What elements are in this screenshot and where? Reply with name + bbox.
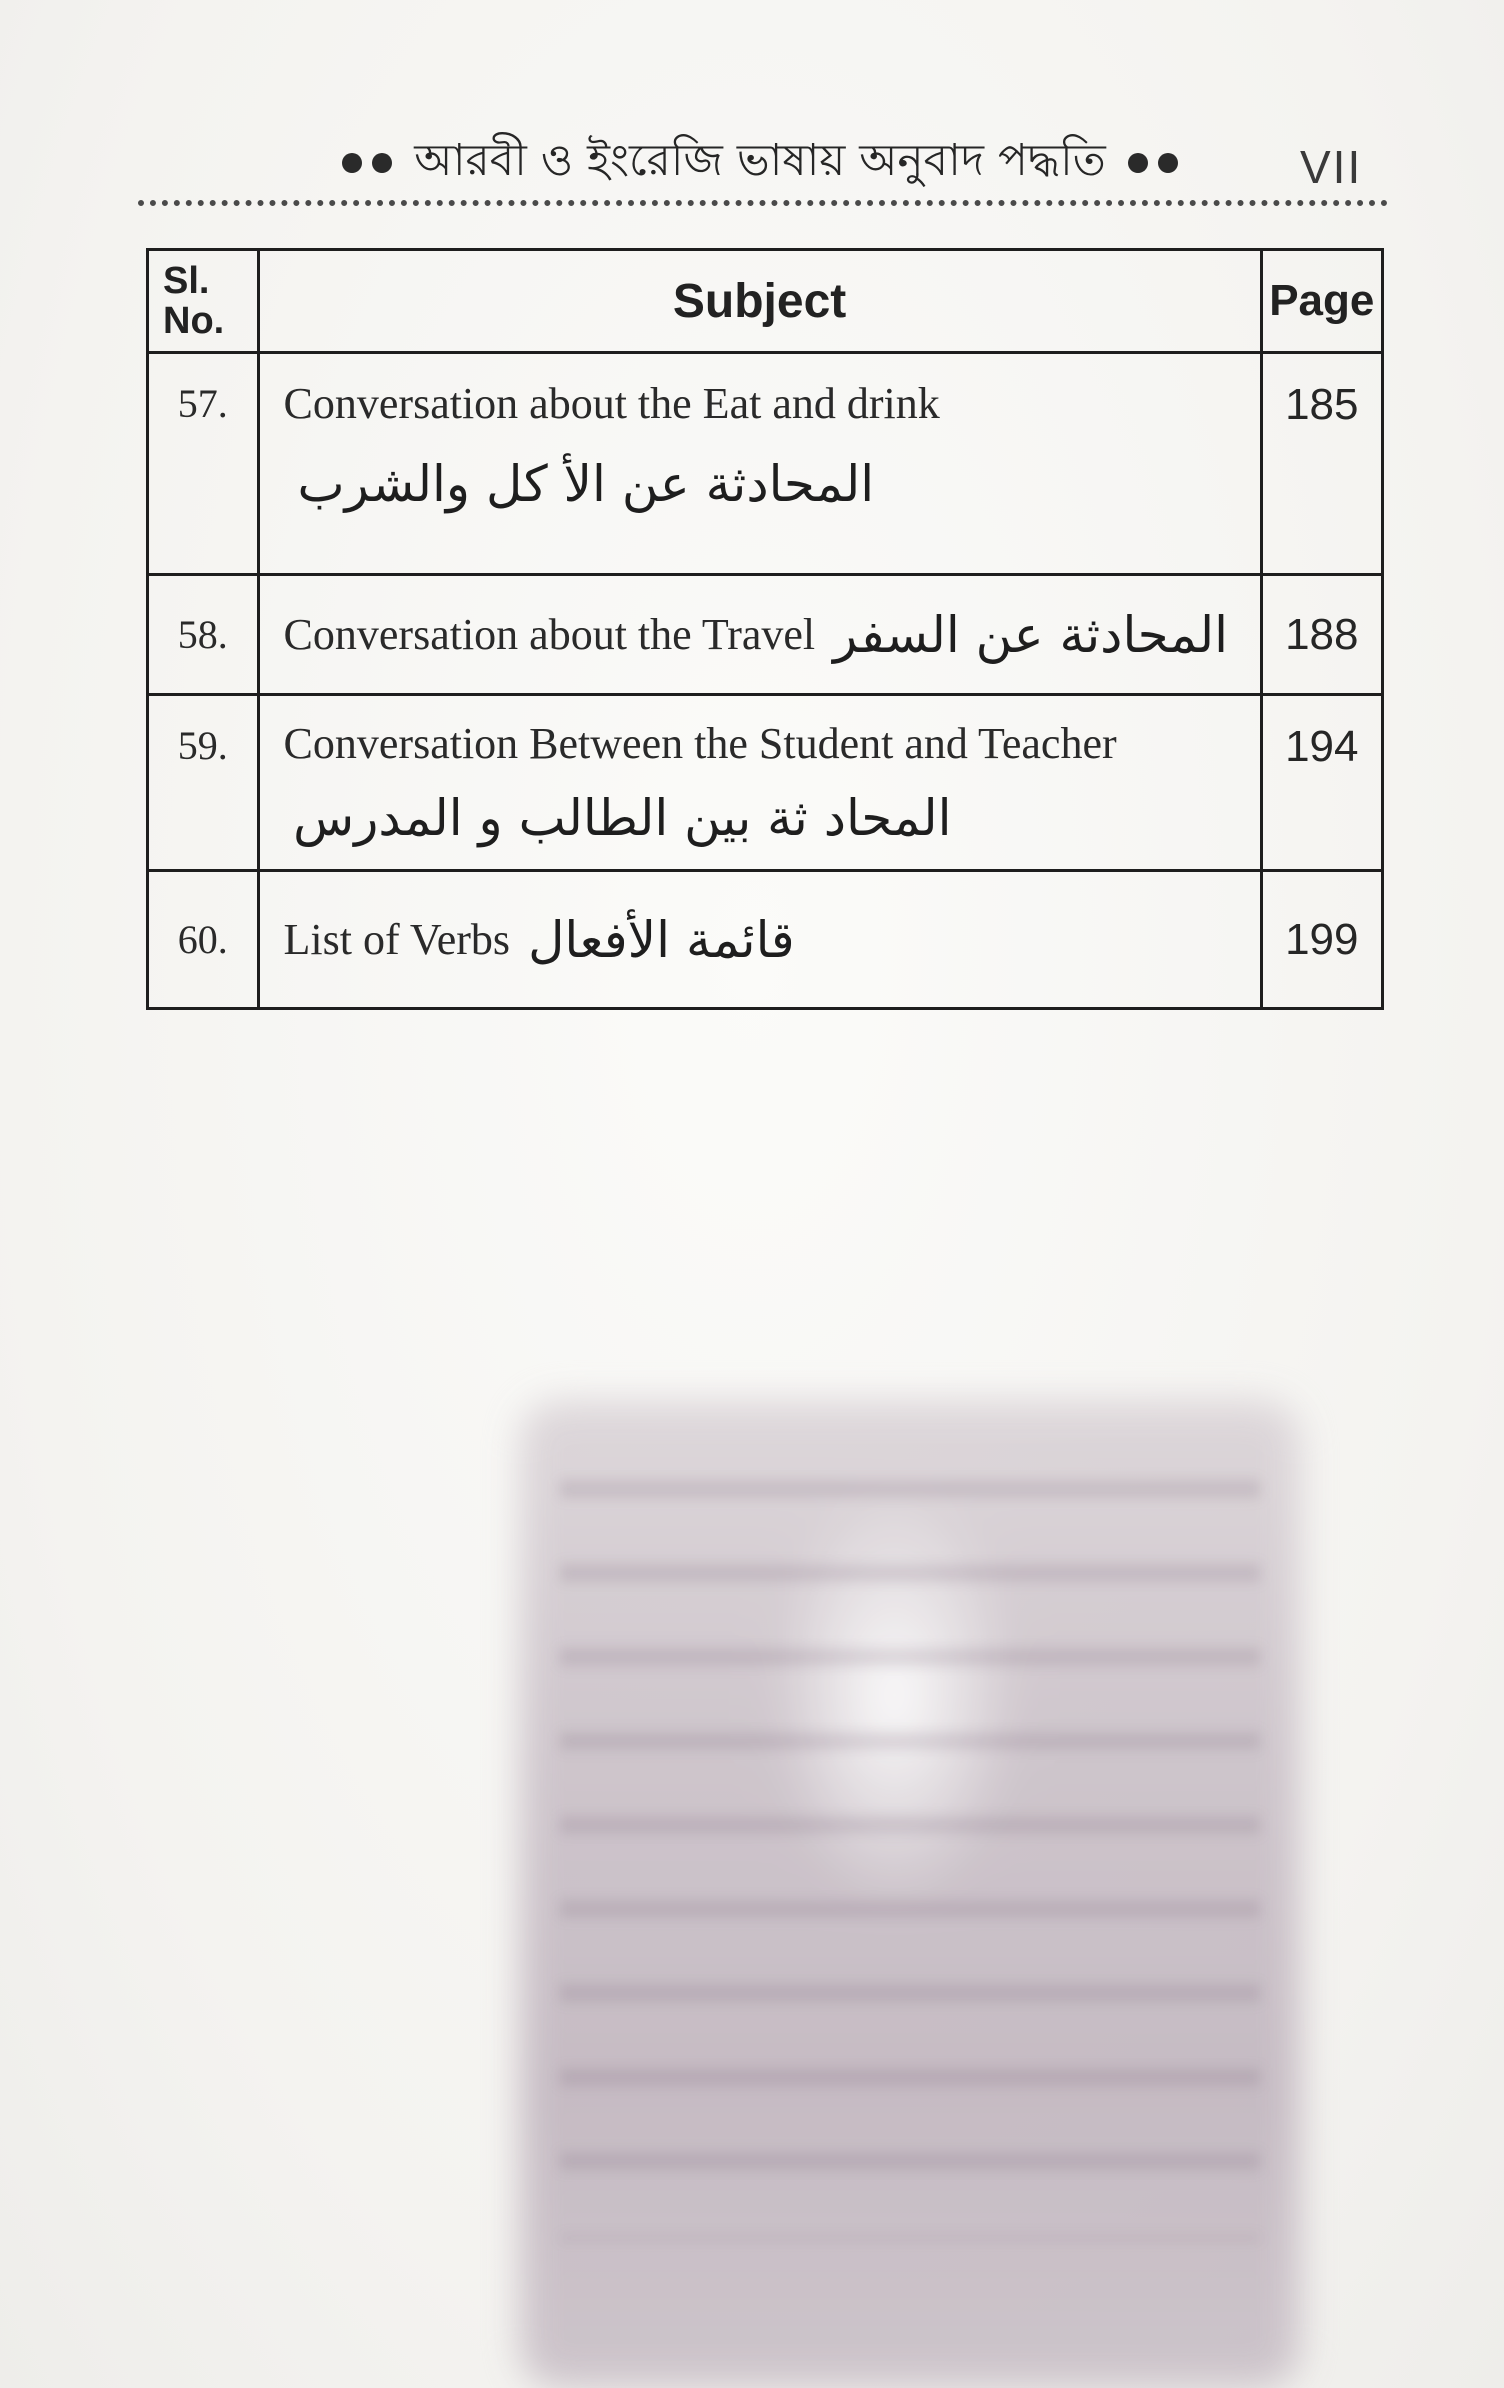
- header-ornament-right: [1128, 153, 1178, 173]
- bullet-dot: [372, 153, 392, 173]
- row-sl-number: 57.: [148, 353, 259, 575]
- running-header: [340, 128, 1180, 198]
- row-page-number: 185: [1261, 353, 1382, 575]
- bullet-dot: [1128, 153, 1148, 173]
- subject-english: Conversation about the Travel: [283, 610, 816, 659]
- row-sl-number: 60.: [148, 871, 259, 1009]
- row-page-number: 188: [1261, 575, 1382, 695]
- row-page-number: 199: [1261, 871, 1382, 1009]
- bullet-dot: [342, 153, 362, 173]
- row-page-number: 194: [1261, 695, 1382, 871]
- row-subject: [258, 353, 1261, 575]
- table-row: [148, 575, 1383, 695]
- subject-arabic: المحاد ثة بين الطالب و المدرس: [293, 789, 952, 847]
- row-subject: [258, 871, 1261, 1009]
- row-subject: [258, 695, 1261, 871]
- page-number: VII: [1300, 141, 1363, 193]
- contents-table: [146, 248, 1384, 1010]
- subject-arabic: المحادثة عن الأ كل والشرب: [297, 455, 875, 513]
- column-header-sl-line2: No.: [163, 300, 225, 342]
- subject-arabic: المحادثة عن السفر: [833, 605, 1228, 664]
- row-sl-number: 58.: [148, 575, 259, 695]
- subject-english: List of Verbs: [283, 915, 511, 964]
- subject-english: Conversation Between the Student and Teacher: [283, 719, 1117, 768]
- subject-arabic: قائمة الأفعال: [528, 910, 795, 969]
- column-header-page: Page: [1261, 250, 1382, 353]
- column-header-sl-line1: Sl.: [163, 260, 210, 302]
- row-sl-number: 59.: [148, 695, 259, 871]
- column-header-subject: Subject: [258, 250, 1261, 353]
- row-subject: [258, 575, 1261, 695]
- table-header-row: [148, 250, 1383, 353]
- bullet-dot: [1158, 153, 1178, 173]
- header-ornament-left: [342, 153, 392, 173]
- reverse-side-text-blur: [560, 1480, 1260, 2240]
- table-row: [148, 695, 1383, 871]
- dotted-divider: [138, 200, 1388, 206]
- column-header-sl-no: [148, 250, 259, 353]
- header-title: আরবী ও ইংরেজি ভাষায় অনুবাদ পদ্ধতি: [414, 134, 1106, 186]
- subject-english: Conversation about the Eat and drink: [283, 379, 940, 428]
- table-row: [148, 353, 1383, 575]
- table-row: [148, 871, 1383, 1009]
